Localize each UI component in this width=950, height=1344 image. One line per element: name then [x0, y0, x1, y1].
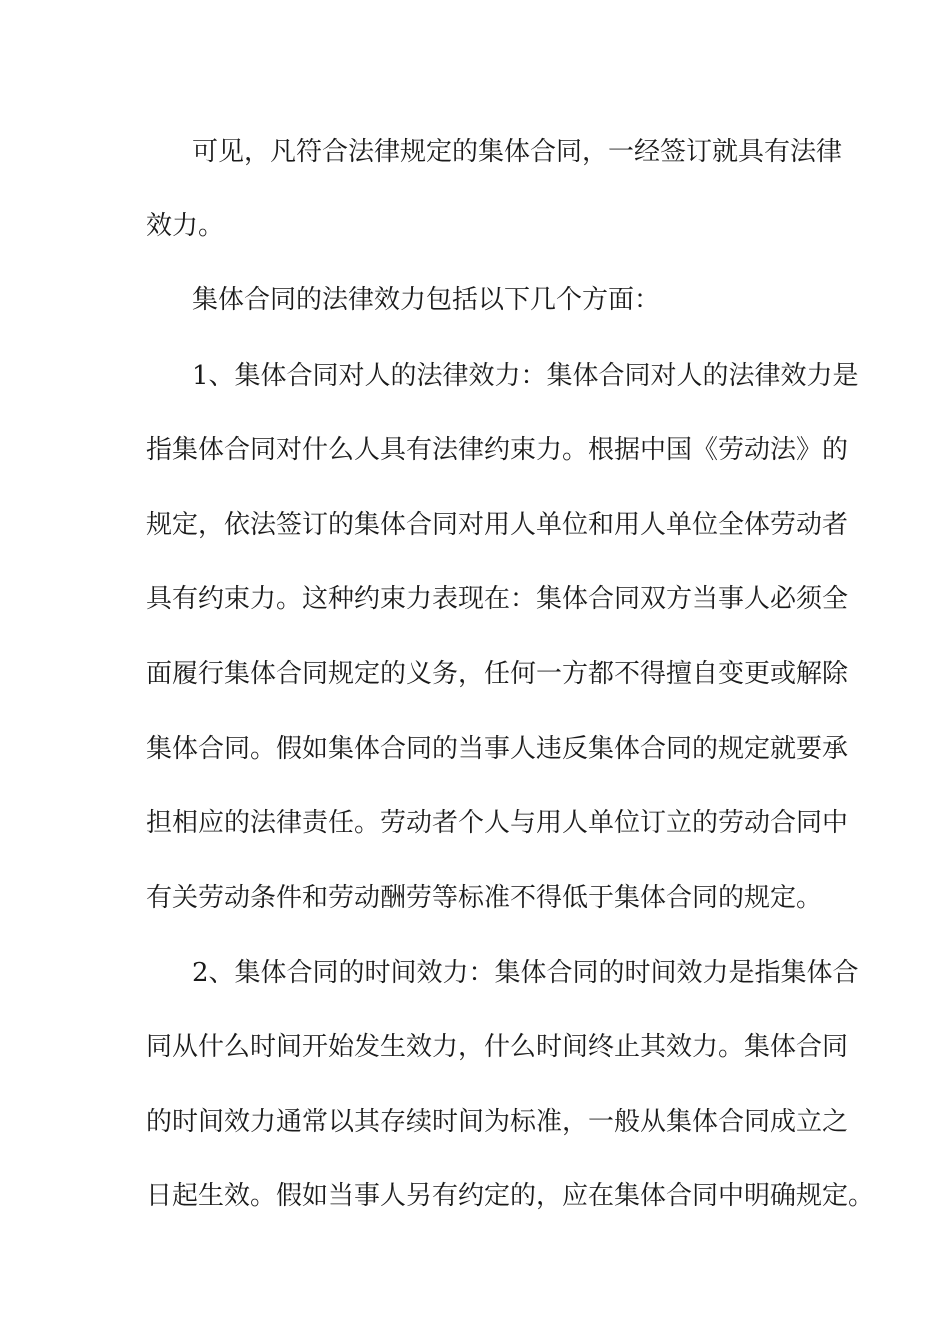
text-line: 担相应的法律责任。劳动者个人与用人单位订立的劳动合同中 [146, 808, 849, 838]
text-line: 具有约束力。这种约束力表现在：集体合同双方当事人必须全 [146, 584, 849, 614]
text-line: 可见，凡符合法律规定的集体合同，一经签订就具有法律 [192, 137, 843, 167]
text-line: 的时间效力通常以其存续时间为标准，一般从集体合同成立之 [146, 1107, 849, 1137]
text-line: 集体合同的法律效力包括以下几个方面： [192, 285, 661, 315]
text-line: 2、集体合同的时间效力：集体合同的时间效力是指集体合 [192, 958, 859, 988]
text-line: 指集体合同对什么人具有法律约束力。根据中国《劳动法》的 [146, 435, 849, 465]
text-line: 面履行集体合同规定的义务，任何一方都不得擅自变更或解除 [146, 659, 849, 689]
text-line: 同从什么时间开始发生效力，什么时间终止其效力。集体合同 [146, 1032, 849, 1062]
text-line: 集体合同。假如集体合同的当事人违反集体合同的规定就要承 [146, 734, 849, 764]
text-line: 规定，依法签订的集体合同对用人单位和用人单位全体劳动者 [146, 510, 849, 540]
text-line: 有关劳动条件和劳动酬劳等标准不得低于集体合同的规定。 [146, 883, 823, 913]
text-line: 日起生效。假如当事人另有约定的，应在集体合同中明确规定。 [146, 1181, 875, 1211]
text-line: 效力。 [146, 211, 225, 241]
text-line: 1、集体合同对人的法律效力：集体合同对人的法律效力是 [192, 361, 859, 391]
